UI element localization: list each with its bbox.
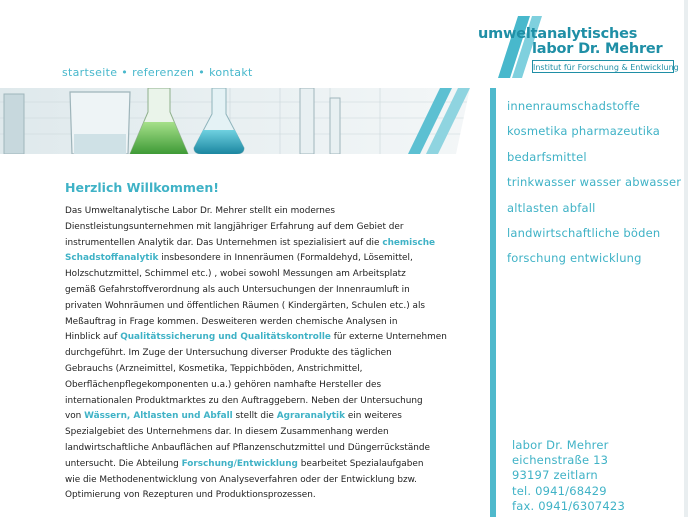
text-segment: Hinblick auf: [65, 332, 121, 343]
sidebar-item-altlasten[interactable]: altlasten abfall: [507, 200, 596, 215]
text-segment: Das Umweltanalytische Labor Dr. Mehrer stellt ein modernes: [65, 206, 335, 216]
text-segment: Optimierung von Rezepturen und Produktionsprozessen.: [65, 490, 316, 501]
text-line: [65, 409, 410, 425]
text-line: [65, 283, 410, 299]
text-segment: wie die Methodenentwicklung von Analyseverfahren oder der Entwicklung bzw.: [65, 474, 417, 485]
text-segment: instrumentellen Analytik dar. Das Unternehmen ist spezialisiert auf die: [65, 237, 383, 248]
inline-link[interactable]: Forschung/Entwicklung: [181, 458, 298, 469]
text-segment: insbesondere in Innenräumen (Formaldehyd, Lösemittel,: [158, 253, 413, 264]
text-segment: internationalen Produktmarktes zu den Auftraggebern. Neben der Untersuchung: [65, 395, 423, 406]
inline-link[interactable]: Qualitätssicherung und Qualitätskontrolle: [120, 332, 331, 343]
text-segment: Gebrauchs (Arzneimittel, Kosmetika, Teppichböden, Anstrichmittel,: [65, 363, 363, 374]
sidebar-accent-bar: [490, 88, 496, 517]
text-segment: für externe Unternehmen: [330, 332, 447, 343]
text-line: [65, 315, 410, 331]
text-line: [65, 330, 447, 346]
inline-link[interactable]: chemische: [382, 237, 436, 248]
inline-link[interactable]: Schadstoffanalytik: [65, 253, 159, 264]
address-phone: tel. 0941/68429: [512, 483, 607, 498]
text-line: [65, 425, 410, 441]
text-line: [65, 378, 410, 394]
logo-title-line2: labor Dr. Mehrer: [532, 41, 663, 57]
logo-title-line1: umweltanalytisches: [478, 26, 638, 42]
welcome-text: [65, 204, 447, 504]
text-segment: von: [65, 411, 85, 422]
text-segment: ein weiteres: [345, 411, 402, 422]
text-line: [65, 251, 413, 267]
text-line: [65, 267, 410, 283]
nav-link-startseite[interactable]: startseite: [62, 66, 118, 79]
text-line: [65, 346, 410, 362]
text-line: [65, 394, 423, 410]
sidebar-item-trinkwasser[interactable]: trinkwasser wasser abwasser: [507, 175, 682, 190]
page-title: Herzlich Willkommen!: [65, 180, 219, 195]
text-segment: Spezialgebiet des Unternehmens dar. In diesem Zusammenhang werden: [65, 427, 389, 438]
text-line: [65, 457, 424, 473]
address-city: 93197 zeitlarn: [512, 468, 598, 483]
text-line: [65, 488, 410, 504]
sidebar-item-boeden[interactable]: landwirtschaftliche böden: [507, 225, 661, 240]
nav-link-kontakt[interactable]: kontakt: [209, 66, 253, 79]
sidebar-item-innenraumschadstoffe[interactable]: innenraumschadstoffe: [507, 99, 641, 113]
text-segment: bearbeitet Spezialaufgaben: [297, 458, 424, 469]
contact-address: [512, 438, 625, 514]
nav-separator: •: [198, 66, 206, 79]
sidebar-nav: [507, 96, 685, 274]
text-line: [65, 204, 410, 220]
inline-link[interactable]: Agraranalytik: [276, 411, 345, 422]
text-line: [65, 441, 430, 457]
text-segment: stellt die: [232, 411, 277, 422]
text-segment: Meßauftrag in Frage kommen. Desweiteren werden chemische Analysen in: [65, 316, 398, 327]
text-segment: Dienstleistungsunternehmen mit langjähriger Erfahrung auf dem Gebiet der: [65, 221, 404, 232]
text-segment: durchgeführt. Im Zuge der Untersuchung diverser Produkte des täglichen: [65, 348, 392, 359]
nav-link-referenzen[interactable]: referenzen: [132, 66, 195, 79]
sidebar-item-forschung[interactable]: forschung entwicklung: [507, 251, 642, 266]
address-name: labor Dr. Mehrer: [512, 438, 609, 452]
text-line: [65, 362, 410, 378]
nav-separator: •: [121, 66, 129, 79]
text-segment: Oberflächenpflegekomponenten u.a.) gehören namhafte Hersteller des: [65, 379, 382, 390]
inline-link[interactable]: Wässern, Altlasten und Abfall: [84, 411, 233, 422]
text-line: [65, 299, 426, 315]
top-nav: [62, 66, 253, 79]
logo-tagline: Institut für Forschung & Entwicklung: [532, 60, 674, 73]
text-segment: privaten Wohnräumen und öffentlichen Räumen ( Kindergärten, Schulen etc.) als: [65, 300, 426, 311]
text-segment: Holzschutzmittel, Schimmel etc.) , wobei sowohl Messungen am Arbeitsplatz: [65, 269, 406, 280]
text-segment: untersucht. Die Abteilung: [65, 458, 182, 469]
address-fax: fax. 0941/6307423: [512, 498, 625, 513]
page-edge: [684, 0, 688, 517]
text-line: [65, 473, 417, 489]
sidebar-item-bedarfsmittel[interactable]: bedarfsmittel: [507, 149, 587, 164]
text-line: [65, 220, 410, 236]
text-segment: gemäß Gefahrstoffverordnung als auch Untersuchungen der Innenraumluft in: [65, 284, 410, 295]
address-street: eichenstraße 13: [512, 453, 609, 468]
text-segment: landwirtschaftliche Anbauflächen auf Pflanzenschutzmittel und Düngerrückstände: [65, 442, 430, 453]
lab-glassware-banner: [0, 88, 484, 154]
text-line: [65, 236, 436, 252]
sidebar-item-kosmetika[interactable]: kosmetika pharmazeutika: [507, 124, 661, 139]
